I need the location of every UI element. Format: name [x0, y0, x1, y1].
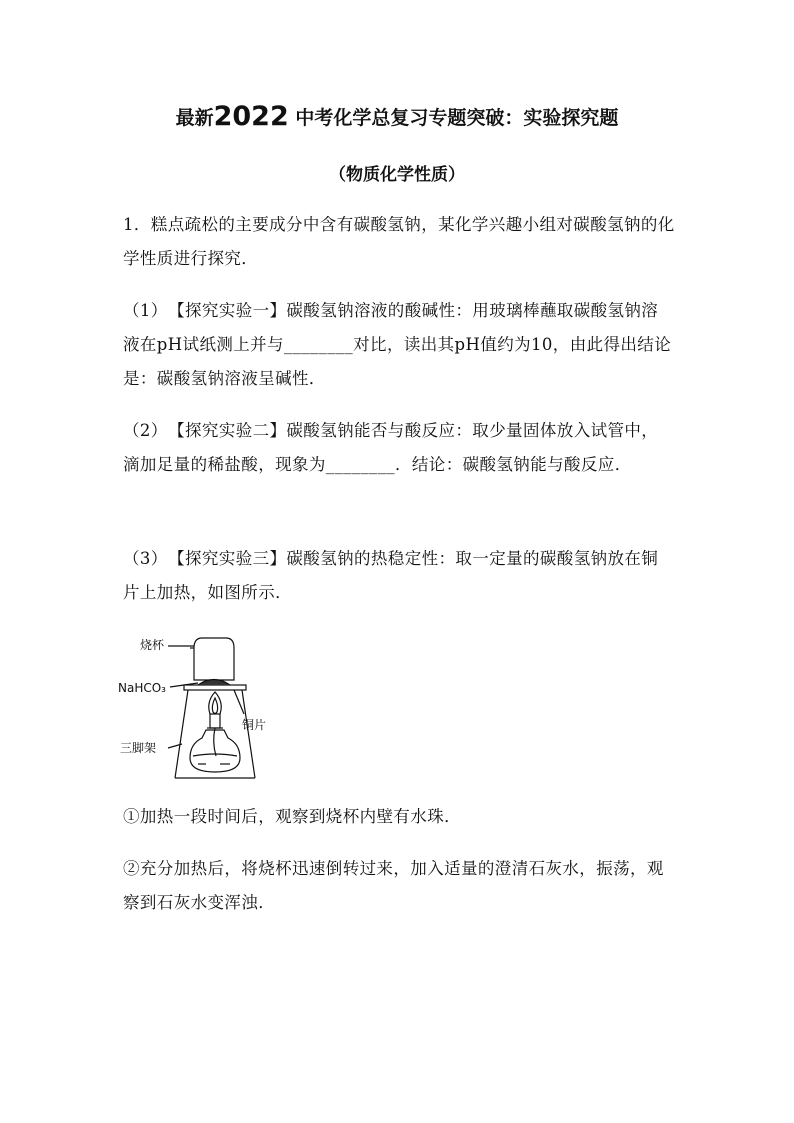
label-copper: 铜片 [242, 718, 267, 732]
label-nahco3: NaHCO₃ [118, 681, 166, 695]
title-year: 2022 [213, 101, 289, 132]
label-beaker: 烧杯 [140, 638, 165, 652]
label-tripod: 三脚架 [120, 741, 157, 755]
page-title [0, 100, 794, 131]
title-suffix: 中考化学总复习专题突破：实验探究题 [295, 107, 619, 129]
title-prefix: 最新 [175, 107, 214, 129]
step-1: ①加热一段时间后，观察到烧杯内壁有水珠． [123, 807, 461, 826]
question-part-2: （2） 【探究实验二】碳酸氢钠能否与酸反应：取少量固体放入试管中，滴加足量的稀盐酸，现象为________．结论：碳酸氢钠能与酸反应． [123, 421, 659, 474]
page-subtitle: （物质化学性质） [329, 165, 465, 185]
question-part-1: （1） 【探究实验一】碳酸氢钠溶液的酸碱性：用玻璃棒蘸取碳酸氢钠溶液在pH试纸测上并与________对比，读出其pH值约为10，由此得出结论是：碳酸氢钠溶液呈碱性． [123, 301, 672, 388]
step-2: ②充分加热后，将烧杯迅速倒转过来，加入适量的澄清石灰水，振荡，观察到石灰水变浑浊． [123, 859, 664, 912]
question-part-3: （3） 【探究实验三】碳酸氢钠的热稳定性：取一定量的碳酸氢钠放在铜片上加热，如图所示． [123, 549, 659, 602]
apparatus-figure [118, 626, 288, 786]
question-intro: 1．糕点疏松的主要成分中含有碳酸氢钠，某化学兴趣小组对碳酸氢钠的化学性质进行探究． [123, 215, 675, 268]
